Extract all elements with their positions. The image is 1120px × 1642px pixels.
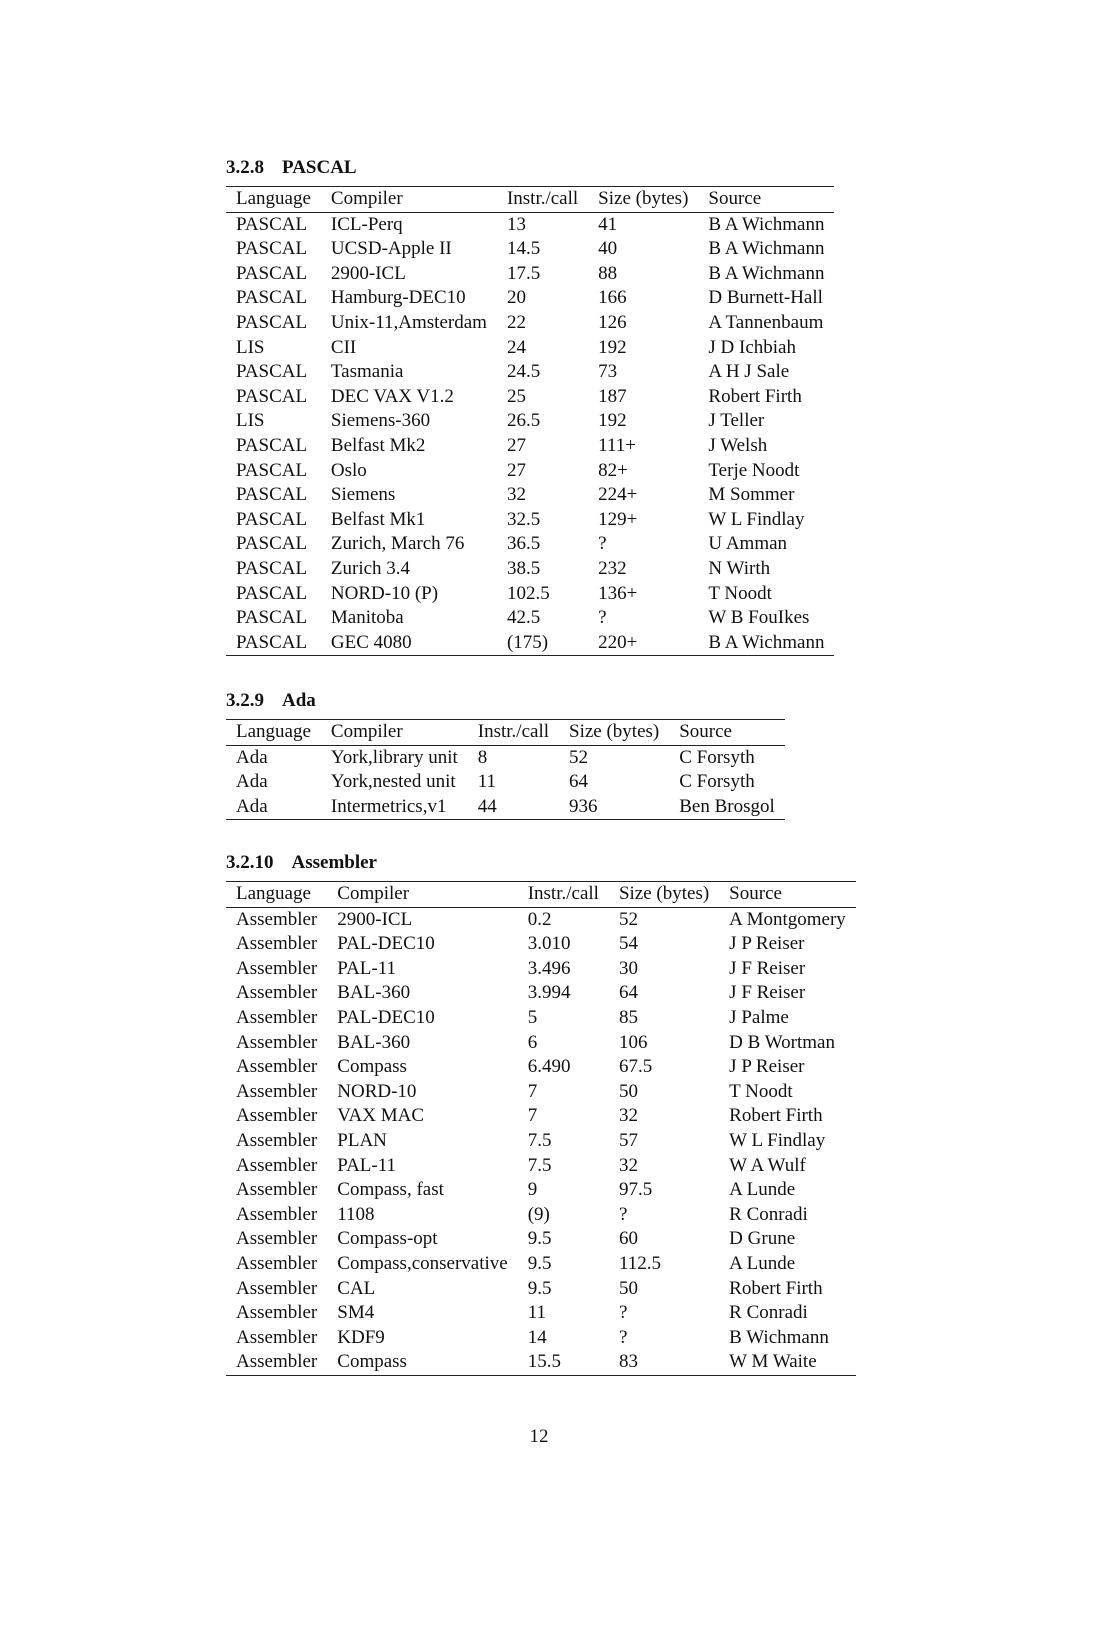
table-cell: PASCAL: [226, 631, 321, 656]
table-row: [226, 360, 834, 385]
section-ada: [226, 689, 785, 820]
column-header: Source: [719, 882, 856, 908]
table-cell: UCSD-Apple II: [330, 238, 452, 260]
table-cell: (9): [527, 1203, 550, 1225]
table-cell: Assembler: [236, 1129, 318, 1151]
column-header: Size (bytes): [609, 882, 719, 908]
table-cell: 9: [527, 1179, 538, 1201]
section-number: 3.2.8: [226, 157, 264, 178]
table-cell: Tasmania: [330, 361, 404, 383]
table-row: [226, 286, 834, 311]
table-cell: Belfast Mk2: [330, 434, 426, 456]
table-cell: PASCAL: [236, 582, 308, 604]
table-row: [226, 311, 834, 336]
assembler-table: [226, 881, 856, 1376]
table-cell: W B FouIkes: [708, 607, 810, 629]
table-cell: A Montgomery: [729, 908, 846, 930]
table-cell: Assembler: [236, 1154, 318, 1176]
table-cell: 88: [598, 262, 618, 284]
table-cell: 20: [506, 287, 526, 309]
table-row: [226, 212, 834, 237]
table-cell: 64: [618, 982, 638, 1004]
table-cell: 6.490: [527, 1056, 571, 1078]
table-cell: 30: [618, 957, 638, 979]
table-cell: Assembler: [236, 1179, 318, 1201]
table-cell: 54: [618, 933, 638, 955]
table-cell: York,nested unit: [330, 771, 456, 793]
section-heading: [226, 156, 834, 180]
column-header: Instr./call: [468, 720, 559, 746]
table-cell: Compass,conservative: [337, 1252, 508, 1274]
table-cell: Robert Firth: [729, 1277, 823, 1299]
column-header: Instr./call: [497, 187, 588, 213]
table-cell: GEC 4080: [321, 631, 497, 656]
section-number: 3.2.10: [226, 852, 274, 873]
table-row: [226, 1203, 856, 1228]
table-cell: 7.5: [527, 1129, 552, 1151]
table-cell: Assembler: [236, 1080, 318, 1102]
table-cell: Assembler: [236, 908, 318, 930]
table-cell: B A Wichmann: [708, 238, 825, 260]
table-cell: PASCAL: [236, 533, 308, 555]
header-row: [226, 882, 856, 908]
table-cell: PAL-DEC10: [337, 1006, 435, 1028]
table-cell: J F Reiser: [729, 957, 806, 979]
table-cell: PASCAL: [236, 361, 308, 383]
table-cell: 32: [618, 1105, 638, 1127]
table-row: [226, 262, 834, 287]
table-row: [226, 1178, 856, 1203]
table-cell: 8: [477, 746, 488, 768]
table-cell: 936: [559, 795, 669, 820]
table-cell: 26.5: [506, 410, 541, 432]
table-cell: J P Reiser: [729, 933, 805, 955]
table-cell: Assembler: [236, 1302, 318, 1324]
table-cell: A H J Sale: [708, 361, 790, 383]
table-row: [226, 336, 834, 361]
table-cell: Ada: [236, 771, 268, 793]
table-cell: PASCAL: [236, 213, 308, 235]
table-row: [226, 770, 785, 795]
table-cell: B A Wichmann: [698, 631, 834, 656]
table-cell: T Noodt: [708, 582, 772, 604]
section-heading: [226, 689, 785, 713]
table-cell: PASCAL: [236, 311, 308, 333]
table-cell: J Welsh: [708, 434, 768, 456]
table-cell: 2900-ICL: [337, 908, 413, 930]
table-body: [226, 212, 834, 656]
table-cell: York,library unit: [330, 746, 458, 768]
table-cell: W M Waite: [719, 1350, 856, 1375]
table-cell: Robert Firth: [708, 385, 802, 407]
table-cell: Compass-opt: [337, 1228, 438, 1250]
column-header: Source: [698, 187, 834, 213]
table-cell: PASCAL: [236, 434, 308, 456]
table-cell: ICL-Perq: [330, 213, 403, 235]
table-cell: B Wichmann: [729, 1326, 829, 1348]
table-cell: 192: [598, 336, 627, 358]
table-cell: PAL-DEC10: [337, 933, 435, 955]
table-cell: 57: [618, 1129, 638, 1151]
table-cell: Zurich 3.4: [330, 557, 411, 579]
table-cell: 11: [527, 1302, 546, 1324]
table-row: [226, 1326, 856, 1351]
table-cell: Assembler: [236, 1326, 318, 1348]
table-cell: 15.5: [518, 1350, 609, 1375]
table-cell: 7: [527, 1105, 538, 1127]
table-cell: 27: [506, 434, 526, 456]
table-cell: 102.5: [506, 582, 550, 604]
section-pascal: [226, 156, 834, 656]
table-cell: R Conradi: [729, 1203, 808, 1225]
table-row: [226, 557, 834, 582]
table-cell: Assembler: [236, 1031, 318, 1053]
table-cell: PASCAL: [236, 238, 308, 260]
column-header: Size (bytes): [559, 720, 669, 746]
table-cell: J D Ichbiah: [708, 336, 796, 358]
table-cell: 126: [598, 311, 627, 333]
table-cell: 106: [618, 1031, 648, 1053]
table-cell: 82+: [598, 459, 628, 481]
table-cell: 111+: [598, 434, 636, 456]
table-cell: B A Wichmann: [708, 213, 825, 235]
table-cell: 64: [569, 771, 588, 793]
table-row: [226, 582, 834, 607]
table-row: [226, 606, 834, 631]
section-title: PASCAL: [282, 157, 357, 178]
table-cell: PASCAL: [236, 508, 308, 530]
section-title: Ada: [282, 690, 316, 711]
table-cell: 52: [618, 908, 638, 930]
table-cell: 13: [506, 213, 526, 235]
table-cell: 32: [506, 484, 526, 506]
header-row: [226, 187, 834, 213]
table-row: [226, 1080, 856, 1105]
table-row: [226, 1277, 856, 1302]
table-cell: Terje Noodt: [708, 459, 800, 481]
table-row: [226, 508, 834, 533]
table-cell: 192: [598, 410, 627, 432]
table-cell: Assembler: [236, 1252, 318, 1274]
table-cell: R Conradi: [729, 1302, 808, 1324]
column-header: Instr./call: [518, 882, 609, 908]
table-cell: 83: [609, 1350, 719, 1375]
table-cell: Ben Brosgol: [669, 795, 785, 820]
table-cell: ?: [598, 607, 607, 629]
table-cell: Oslo: [330, 459, 367, 481]
table-cell: Assembler: [236, 1277, 318, 1299]
table-cell: 6: [527, 1031, 538, 1053]
table-cell: Zurich, March 76: [330, 533, 465, 555]
table-row: [226, 631, 834, 656]
table-cell: Assembler: [236, 1203, 318, 1225]
table-row: [226, 1350, 856, 1375]
table-cell: N Wirth: [708, 557, 771, 579]
table-cell: BAL-360: [337, 982, 411, 1004]
table-cell: 220+: [588, 631, 698, 656]
table-cell: Siemens-360: [330, 410, 431, 432]
table-cell: 224+: [598, 484, 638, 506]
table-row: [226, 1227, 856, 1252]
table-cell: PASCAL: [236, 459, 308, 481]
table-cell: 17.5: [506, 262, 541, 284]
table-cell: Hamburg-DEC10: [330, 287, 466, 309]
table-cell: 27: [506, 459, 526, 481]
table-cell: U Amman: [708, 533, 788, 555]
table-cell: 7.5: [527, 1154, 552, 1176]
table-cell: PASCAL: [236, 484, 308, 506]
table-cell: Assembler: [236, 957, 318, 979]
table-cell: 50: [618, 1080, 638, 1102]
table-cell: 3.010: [527, 933, 571, 955]
table-row: [226, 981, 856, 1006]
table-cell: 97.5: [618, 1179, 653, 1201]
section-assembler: [226, 851, 856, 1376]
table-cell: DEC VAX V1.2: [330, 385, 454, 407]
table-cell: D B Wortman: [729, 1031, 835, 1053]
table-cell: LIS: [236, 336, 265, 358]
table-cell: (175): [497, 631, 588, 656]
table-row: [226, 1129, 856, 1154]
table-cell: Siemens: [330, 484, 396, 506]
table-cell: Assembler: [226, 1350, 327, 1375]
table-cell: PASCAL: [236, 262, 308, 284]
section-title: Assembler: [291, 852, 377, 873]
table-cell: A Tannenbaum: [708, 311, 824, 333]
table-row: [226, 907, 856, 932]
table-cell: KDF9: [337, 1326, 385, 1348]
table-cell: J P Reiser: [729, 1056, 805, 1078]
table-cell: D Burnett-Hall: [708, 287, 823, 309]
table-cell: 36.5: [506, 533, 541, 555]
table-row: [226, 745, 785, 770]
table-row: [226, 532, 834, 557]
table-cell: PAL-11: [337, 957, 397, 979]
table-cell: ?: [618, 1302, 628, 1324]
table-cell: 11: [477, 771, 497, 793]
column-header: Compiler: [321, 187, 497, 213]
table-cell: 32: [618, 1154, 638, 1176]
table-row: [226, 237, 834, 262]
table-cell: 32.5: [506, 508, 541, 530]
table-cell: CII: [330, 336, 357, 358]
table-row: [226, 385, 834, 410]
table-cell: 50: [618, 1277, 638, 1299]
table-cell: 38.5: [506, 557, 541, 579]
table-cell: 40: [598, 238, 618, 260]
table-row: [226, 795, 785, 820]
table-cell: B A Wichmann: [708, 262, 825, 284]
table-body: [226, 745, 785, 820]
table-cell: Assembler: [236, 933, 318, 955]
table-cell: 25: [506, 385, 526, 407]
column-header: Language: [226, 720, 321, 746]
section-number: 3.2.9: [226, 690, 264, 711]
table-cell: Assembler: [236, 1105, 318, 1127]
table-cell: T Noodt: [729, 1080, 793, 1102]
table-cell: 67.5: [618, 1056, 653, 1078]
table-cell: Assembler: [236, 1228, 318, 1250]
column-header: Source: [669, 720, 785, 746]
table-cell: PASCAL: [236, 557, 308, 579]
table-row: [226, 1252, 856, 1277]
table-cell: 44: [468, 795, 559, 820]
table-row: [226, 932, 856, 957]
table-cell: Compass: [327, 1350, 517, 1375]
table-header: [226, 882, 856, 908]
table-cell: M Sommer: [708, 484, 795, 506]
table-cell: J Palme: [729, 1006, 789, 1028]
pascal-table: [226, 186, 834, 656]
table-cell: 2900-ICL: [330, 262, 406, 284]
table-cell: PLAN: [337, 1129, 387, 1151]
table-cell: C Forsyth: [679, 771, 755, 793]
ada-table: [226, 719, 785, 820]
header-row: [226, 720, 785, 746]
table-cell: Compass: [337, 1056, 407, 1078]
table-cell: 129+: [598, 508, 638, 530]
table-cell: 14: [527, 1326, 547, 1348]
table-cell: 24.5: [506, 361, 541, 383]
table-cell: NORD-10 (P): [330, 582, 439, 604]
table-cell: W A Wulf: [729, 1154, 806, 1176]
table-cell: Compass, fast: [337, 1179, 444, 1201]
table-cell: A Lunde: [729, 1179, 796, 1201]
column-header: Size (bytes): [588, 187, 698, 213]
table-cell: 24: [506, 336, 526, 358]
table-cell: A Lunde: [729, 1252, 796, 1274]
table-cell: 112.5: [618, 1252, 661, 1274]
table-cell: BAL-360: [337, 1031, 411, 1053]
table-cell: 3.994: [527, 982, 571, 1004]
table-cell: J Teller: [708, 410, 765, 432]
table-cell: PASCAL: [236, 607, 308, 629]
table-cell: 136+: [598, 582, 638, 604]
table-cell: Manitoba: [330, 607, 404, 629]
table-cell: 5: [527, 1006, 538, 1028]
table-cell: ?: [618, 1326, 628, 1348]
table-cell: PAL-11: [337, 1154, 397, 1176]
table-cell: CAL: [337, 1277, 376, 1299]
table-cell: 85: [618, 1006, 638, 1028]
table-cell: 22: [506, 311, 526, 333]
table-cell: C Forsyth: [679, 746, 755, 768]
table-cell: W L Findlay: [708, 508, 805, 530]
table-row: [226, 1055, 856, 1080]
table-cell: 73: [598, 361, 618, 383]
table-row: [226, 1154, 856, 1179]
table-cell: 9.5: [527, 1277, 552, 1299]
table-cell: SM4: [337, 1302, 375, 1324]
table-cell: 3.496: [527, 957, 571, 979]
table-cell: Assembler: [236, 1006, 318, 1028]
table-cell: 60: [618, 1228, 638, 1250]
table-row: [226, 409, 834, 434]
table-row: [226, 1301, 856, 1326]
table-row: [226, 459, 834, 484]
table-cell: Ada: [226, 795, 321, 820]
table-cell: Unix-11,Amsterdam: [330, 311, 487, 333]
table-cell: 7: [527, 1080, 538, 1102]
table-header: [226, 187, 834, 213]
table-cell: 166: [598, 287, 627, 309]
table-cell: W L Findlay: [729, 1129, 826, 1151]
table-cell: VAX MAC: [337, 1105, 425, 1127]
table-row: [226, 957, 856, 982]
table-row: [226, 1006, 856, 1031]
table-cell: 187: [598, 385, 627, 407]
table-cell: 52: [569, 746, 588, 768]
table-cell: Robert Firth: [729, 1105, 823, 1127]
table-cell: 9.5: [527, 1252, 552, 1274]
table-row: [226, 1104, 856, 1129]
table-header: [226, 720, 785, 746]
table-cell: Belfast Mk1: [330, 508, 426, 530]
table-cell: J F Reiser: [729, 982, 806, 1004]
table-cell: Assembler: [236, 982, 318, 1004]
table-cell: PASCAL: [236, 385, 308, 407]
table-cell: 9.5: [527, 1228, 552, 1250]
table-row: [226, 1031, 856, 1056]
table-cell: ?: [598, 533, 607, 555]
table-row: [226, 483, 834, 508]
table-cell: 232: [598, 557, 627, 579]
table-cell: 0.2: [527, 908, 552, 930]
table-cell: LIS: [236, 410, 265, 432]
table-body: [226, 907, 856, 1375]
table-cell: ?: [618, 1203, 628, 1225]
column-header: Language: [226, 882, 327, 908]
table-row: [226, 434, 834, 459]
column-header: Language: [226, 187, 321, 213]
table-cell: Assembler: [236, 1056, 318, 1078]
table-cell: Intermetrics,v1: [321, 795, 468, 820]
table-cell: D Grune: [729, 1228, 796, 1250]
table-cell: Ada: [236, 746, 268, 768]
table-cell: 14.5: [506, 238, 541, 260]
table-cell: 42.5: [506, 607, 541, 629]
page-number: 12: [529, 1426, 549, 1447]
table-cell: 41: [598, 213, 618, 235]
column-header: Compiler: [327, 882, 517, 908]
section-heading: [226, 851, 856, 875]
table-cell: 1108: [337, 1203, 375, 1225]
column-header: Compiler: [321, 720, 468, 746]
table-cell: NORD-10: [337, 1080, 417, 1102]
table-cell: PASCAL: [236, 287, 308, 309]
